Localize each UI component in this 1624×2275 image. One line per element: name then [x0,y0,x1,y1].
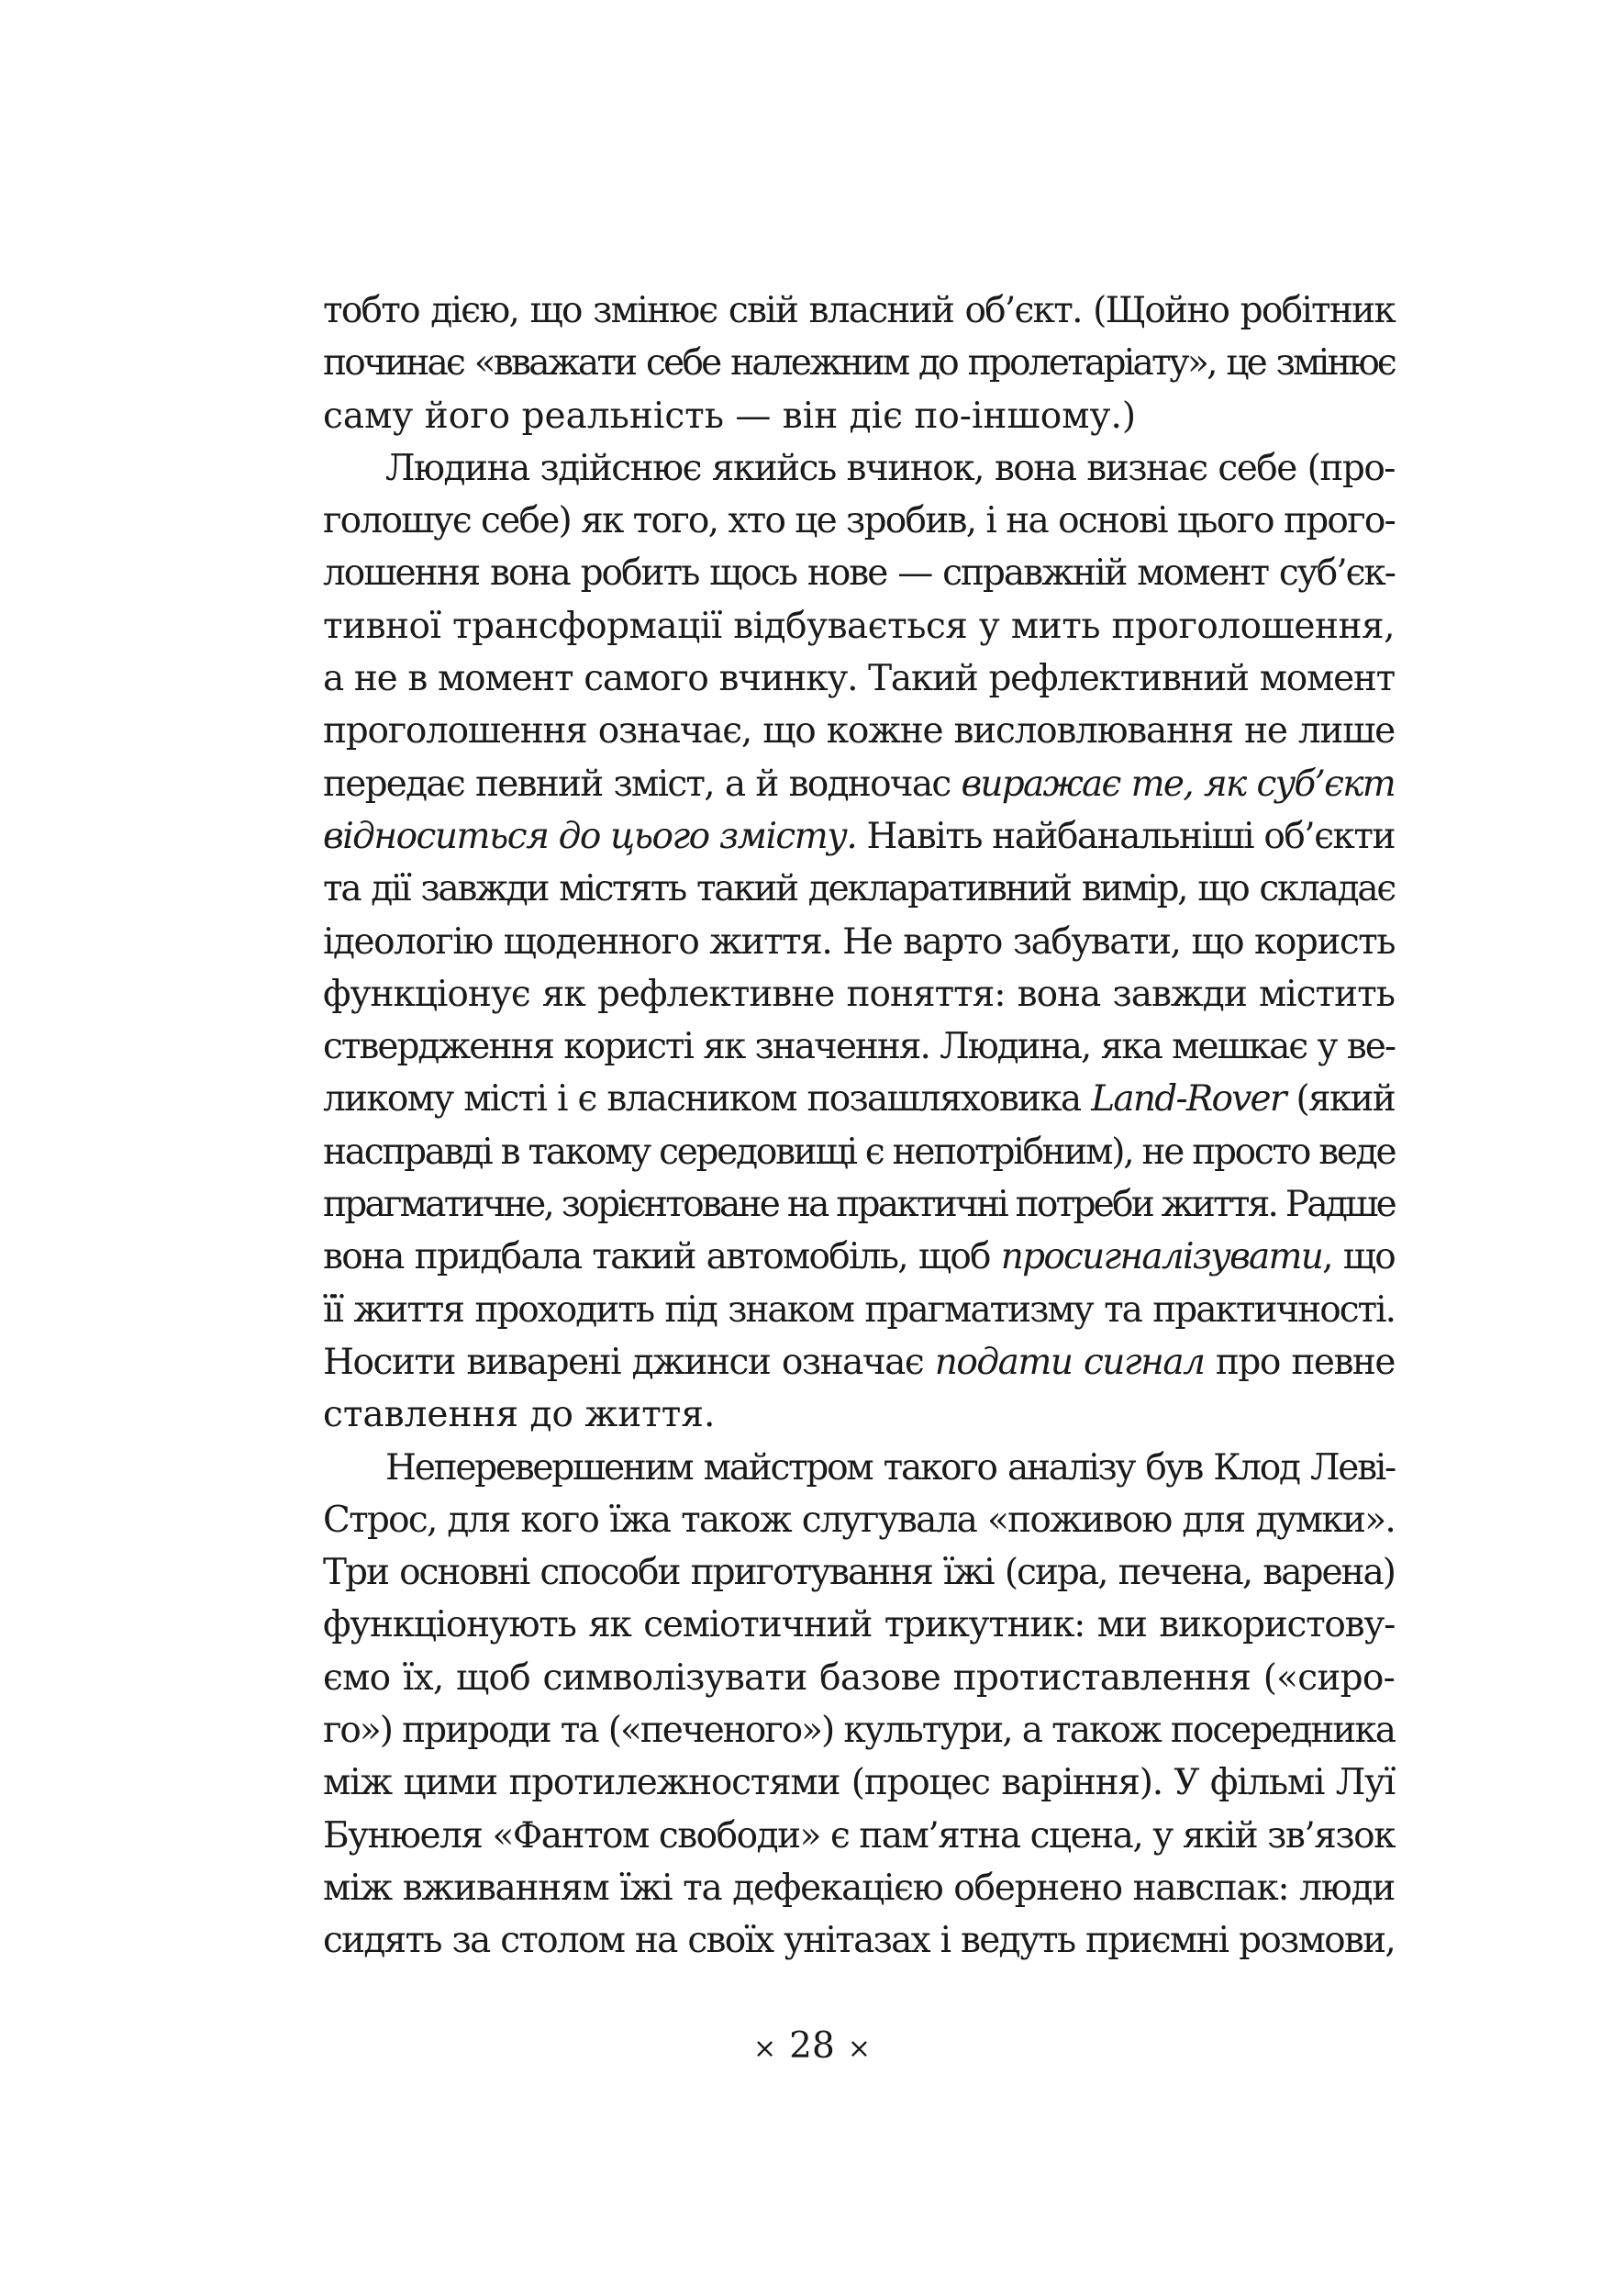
text-line: Неперевершеним майстром такого аналізу був Клод Леві- [385,1446,1395,1489]
text-line: та дії завжди містять такий декларативний вимір, що складає [323,868,1395,910]
italic-emphasis: виражає те, як суб’єкт [961,763,1396,805]
text-run: (який [1285,1078,1395,1121]
text-line: Бунюеля «Фантом свободи» є пам’ятна сцена, у якій зв’язок [323,1814,1395,1857]
separator-left: × [753,2033,777,2065]
text-line: сидять за столом на своїх унітазах і ведуть приємні розмови, [323,1920,1395,1962]
text-line: саму його реальність — він діє по-іншому.) [323,395,1137,437]
text-line: проголошення означає, що кожне висловлювання не лише [323,710,1395,753]
text-line: функціонують як семіотичний трикутник: ми використову- [323,1604,1395,1646]
text-line: Людина здійснює якийсь вчинок, вона визнає себе (про- [385,447,1395,489]
text-line: починає «вважати себе належним до пролетаріату», це змінює [323,342,1395,385]
text-line: насправді в такому середовищі є непотрібним), не просто веде [323,1131,1396,1173]
text-run: про певне [1204,1341,1395,1383]
page-number: 28 [789,2025,835,2067]
text-line: Три основні способи приготування їжі (сира, печена, варена) [323,1552,1395,1594]
text-line: її життя проходить під знаком прагматизму та практичності. [323,1288,1395,1331]
italic-emphasis: відноситься до цього змісту. [323,815,857,857]
body-text [323,284,1395,1968]
text-run: , що [1322,1236,1395,1278]
text-line [323,1073,1395,1125]
text-line: ствердження користі як значення. Людина, яка мешкає у ве- [323,1026,1395,1068]
text-line [323,1336,1395,1388]
text-line: а не в момент самого вчинку. Такий рефлективний момент [323,658,1395,700]
text-line [323,1231,1395,1283]
text-line: лошення вона робить щось нове — справжній момент суб’єк- [323,552,1395,595]
italic-emphasis: просигналізувати [1000,1236,1323,1278]
text-run: Носити виварені джинси означає [323,1341,935,1383]
separator-right: × [847,2033,871,2065]
text-line: ідеологію щоденного життя. Не варто забувати, що користь [323,920,1395,963]
text-line: тивної трансформації відбувається у мить проголошення, [323,605,1395,647]
text-line: Строс, для кого їжа також слугувала «поживою для думки». [323,1499,1395,1541]
text-line: голошує себе) як того, хто це зробив, і на основі цього прого- [323,500,1395,542]
text-run: Навіть найбанальніші об’єкти [856,815,1395,857]
text-line: між цими протилежностями (процес варіння). У фільмі Луї [323,1762,1395,1804]
text-line [323,810,1395,863]
text-line: між вживанням їжі та дефекацією обернено навспак: люди [323,1867,1395,1909]
text-run: передає певний зміст, а й водночас [323,763,962,805]
text-line: тобто дією, що змінює свій власний об’єкт. (Щойно робітник [323,290,1395,331]
text-line: функціонує як рефлективне поняття: вона завжди містить [323,973,1395,1015]
text-run: вона придбала такий автомобіль, щоб [323,1236,1001,1278]
italic-emphasis: Land-Rover [1091,1078,1285,1121]
text-line: ставлення до життя. [323,1394,716,1436]
text-line: прагматичне, зорієнтоване на практичні потреби життя. Радше [323,1184,1395,1226]
page-footer [0,2024,1624,2072]
text-run: ликому місті і є власником позашляховика [323,1078,1092,1121]
text-line: го») природи та («печеного») культури, а також посередника [323,1710,1395,1752]
italic-emphasis: подати сигнал [934,1341,1205,1383]
text-line: ємо їх, щоб символізувати базове протиставлення («сиро- [323,1656,1395,1699]
text-line [323,758,1395,810]
